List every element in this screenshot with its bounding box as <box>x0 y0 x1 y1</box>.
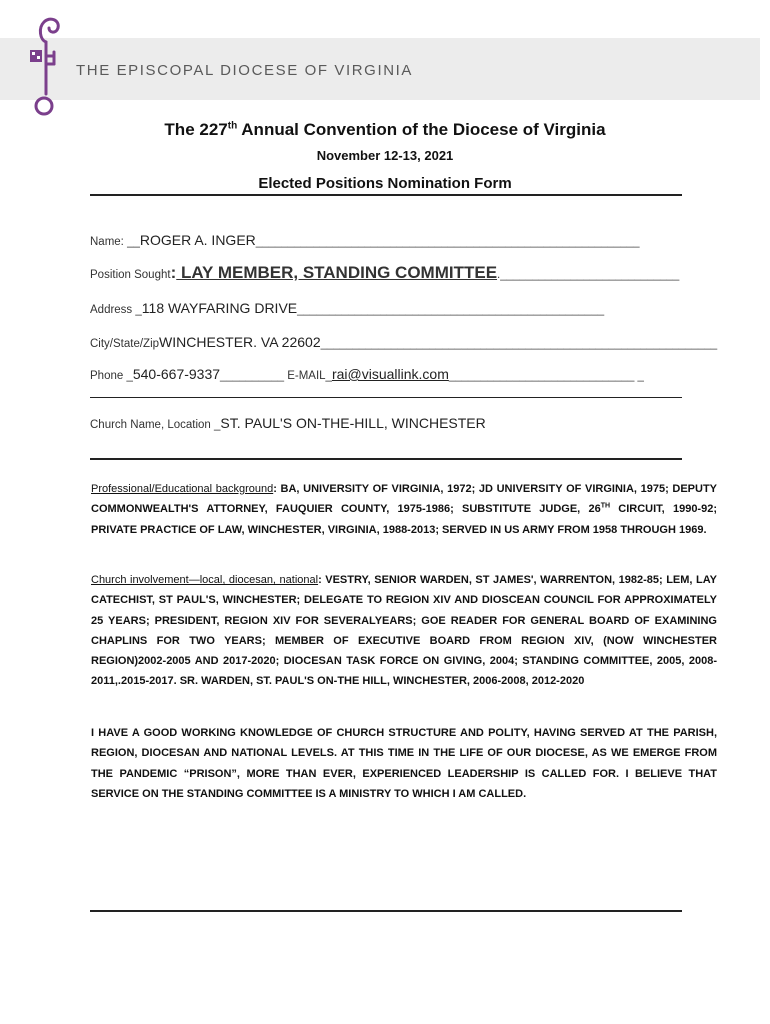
diocese-name: THE EPISCOPAL DIOCESE OF VIRGINIA <box>76 62 414 79</box>
name-field: Name: __ROGER A. INGER____________________________________________________________ <box>90 232 640 248</box>
divider <box>90 910 682 912</box>
convention-date: November 12-13, 2021 <box>316 148 454 163</box>
professional-background: Professional/Educational background: BA, UNIVERSITY OF VIRGINIA, 1972; JD UNIVERSITY OF VIRGINIA, 1975; DEPUTY COMMONWEALTH'S ATTORNEY, FAUQUIER COUNTY, 1975-1986; SUBSTITUTE JUDGE, 26TH CIRCUIT, 1990-92; PRIVATE PRACTICE OF LAW, WINCHESTER, VIRGINIA, 1988-2013; SERVED IN US ARMY FROM 1958 THROUGH 1969. <box>91 483 717 536</box>
divider <box>90 194 682 196</box>
email-value: rai@visuallink.com <box>331 366 449 382</box>
form-title: Elected Positions Nomination Form <box>258 175 512 192</box>
phone-email-field: Phone _540-667-9337__________ E-MAIL_rai@visuallink.com_____________________________ _ <box>90 366 644 382</box>
phone-value: 540-667-9337 <box>132 366 221 382</box>
position-field: Position Sought: LAY MEMBER, STANDING COMMITTEE.____________________________ <box>90 263 680 282</box>
church-involvement: Church involvement—local, diocesan, national: VESTRY, SENIOR WARDEN, ST JAMES', WARRENTON, 1982-85; LEM, LAY CATECHIST, ST PAUL'S, WINCHESTER; DELEGATE TO REGION XIV AND DIOSCEAN COUNCIL FOR APPROXIMATELY 25 YEARS; PRESIDENT, REGION XIV FOR SEVERALYEARS; GOE READER FOR GENERAL BOARD OF EXAMINING CHAPLINS FOR TWO YEARS; MEMBER OF EXECUTIVE BOARD FROM REGION XIV, (NOW WINCHESTER REGION)2002-2005 AND 2017-2020; DIOCESAN TASK FORCE ON GIVING, 2004; STANDING COMMITTEE, 2005, 2008-2011,.2015-2017. SR. WARDEN, ST. PAUL'S ON-THE HILL, WINCHESTER, 2006-2008, 2012-2020 <box>91 574 717 688</box>
address-value: 118 WAYFARING DRIVE <box>141 300 298 316</box>
convention-title: The 227th Annual Convention of the Diocese of Virginia <box>164 120 606 139</box>
city-value: WINCHESTER. VA 22602 <box>159 334 321 350</box>
church-field: Church Name, Location _ST. PAUL'S ON-THE-HILL, WINCHESTER <box>90 415 486 431</box>
divider <box>90 397 682 398</box>
position-value: LAY MEMBER, STANDING COMMITTEE <box>176 263 498 282</box>
crozier-key-logo-icon <box>24 16 66 120</box>
city-state-zip-field: City/State/ZipWINCHESTER. VA 22602______________________________________________________________ <box>90 334 718 350</box>
address-field: Address _118 WAYFARING DRIVE________________________________________________ <box>90 300 605 316</box>
personal-statement: I HAVE A GOOD WORKING KNOWLEDGE OF CHURCH STRUCTURE AND POLITY, HAVING SERVED AT THE PARISH, REGION, DIOCESAN AND NATIONAL LEVELS. AT THIS TIME IN THE LIFE OF OUR DIOCESE, AS WE EMERGE FROM THE PANDEMIC “PRISON”, MORE THAN EVER, EXPERIENCED LEADERSHIP IS CALLED FOR. I BELIEVE THAT SERVICE ON THE STANDING COMMITTEE IS A MINISTRY TO WHICH I AM CALLED. <box>91 727 717 800</box>
name-value: ROGER A. INGER <box>139 232 256 248</box>
divider <box>90 458 682 460</box>
church-value: ST. PAUL'S ON-THE-HILL, WINCHESTER <box>220 415 486 431</box>
